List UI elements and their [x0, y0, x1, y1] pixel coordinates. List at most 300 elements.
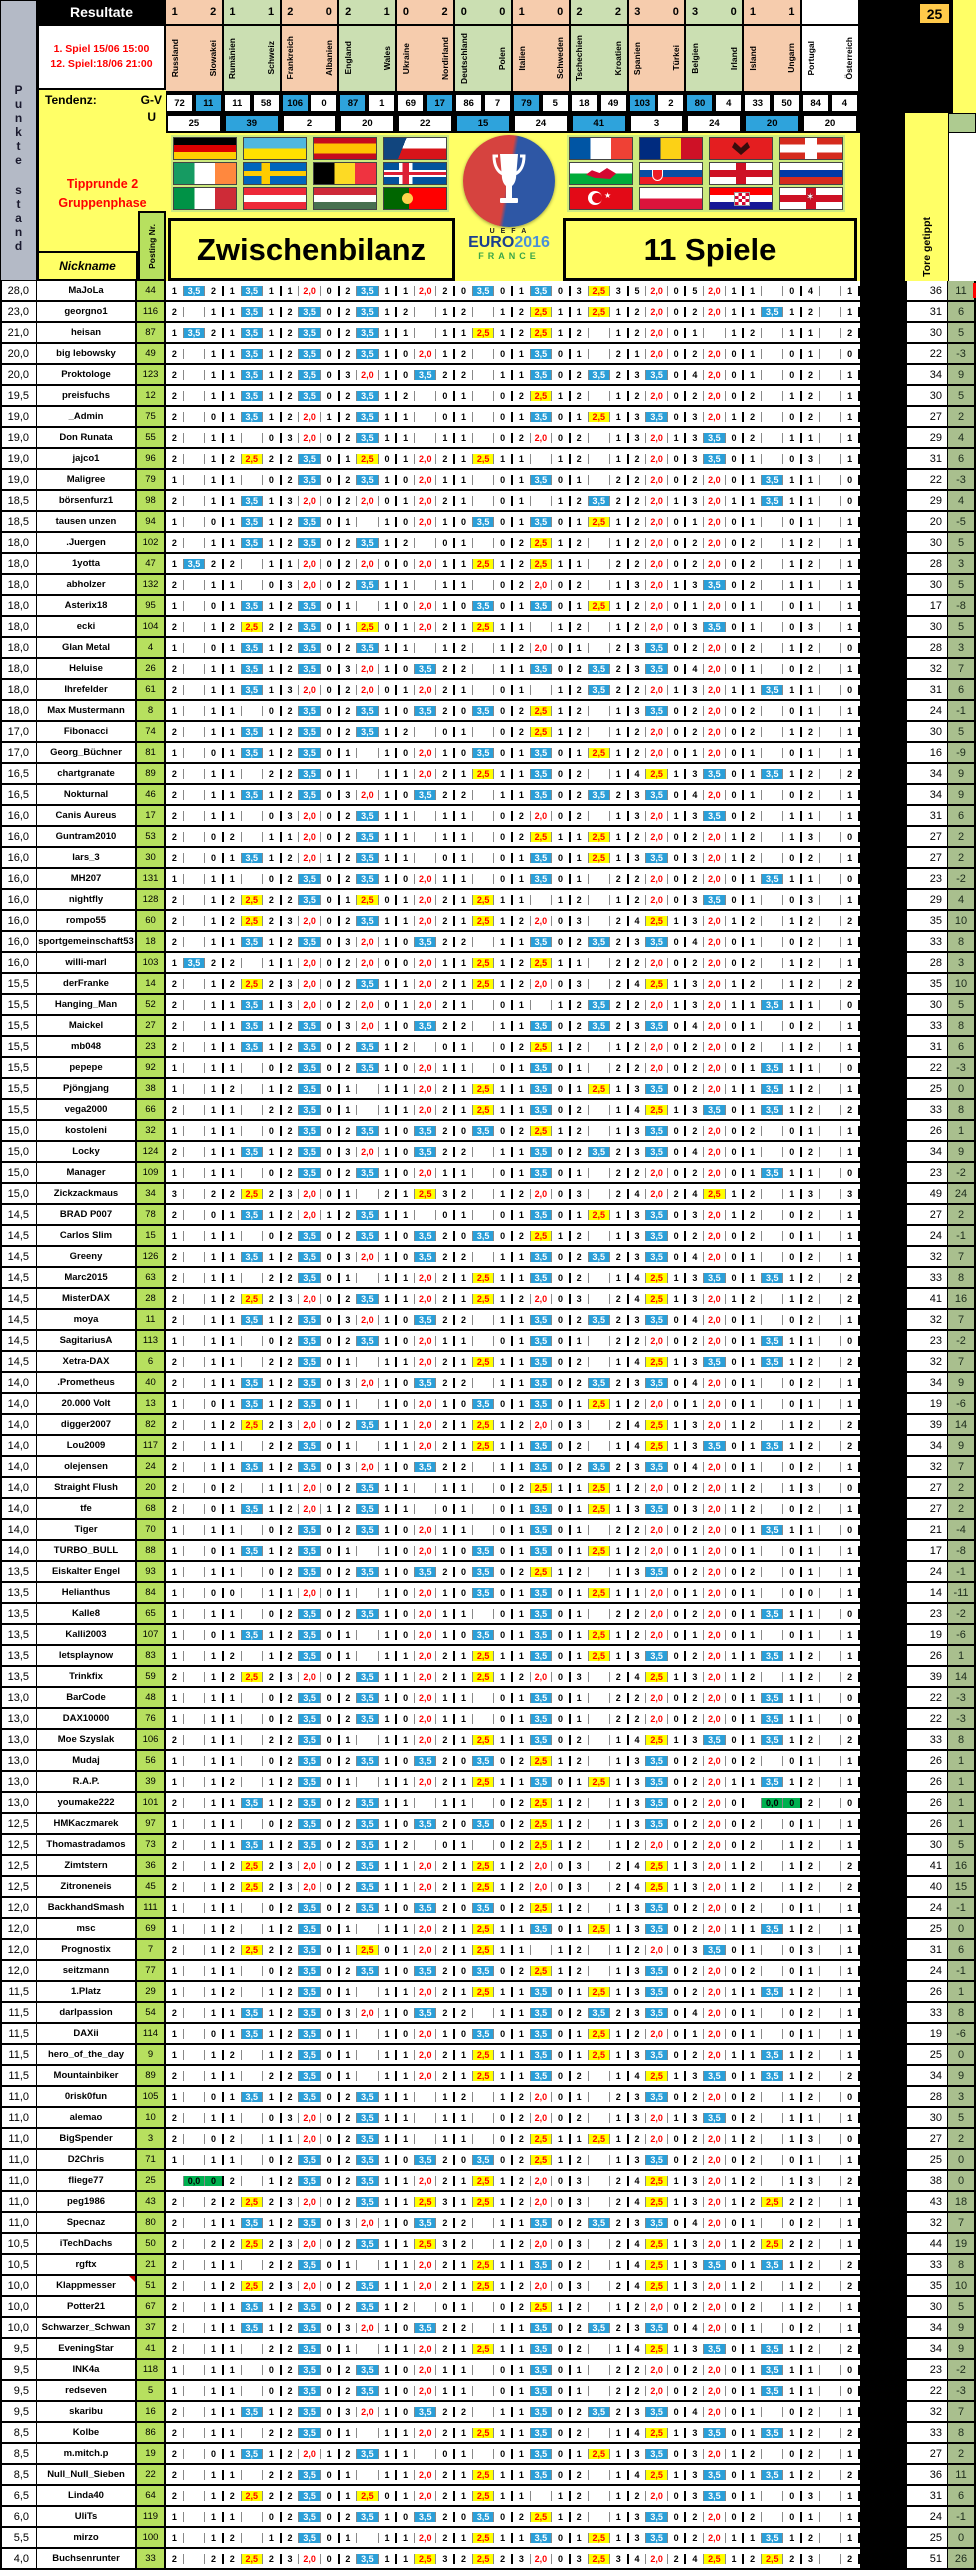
tip-points-cell[interactable]: 2,0 — [703, 1000, 725, 1010]
total-points-cell[interactable]: 14,0 — [0, 1457, 37, 1476]
goals-tipped-cell[interactable]: 30 — [905, 575, 948, 594]
tip-home-cell[interactable]: 2 — [287, 789, 293, 800]
gv-away-count[interactable]: 1 — [369, 95, 394, 111]
tip-away-cell[interactable]: 1 — [268, 1986, 274, 1997]
tip-home-cell[interactable]: 1 — [576, 1083, 582, 1094]
tip-points-cell[interactable] — [530, 1000, 552, 1010]
tip-home-cell[interactable]: 1 — [345, 1356, 351, 1367]
goals-diff-cell[interactable]: 7 — [948, 1247, 976, 1266]
tip-home-cell[interactable]: 2 — [171, 579, 177, 590]
tip-away-cell[interactable]: 1 — [789, 1524, 795, 1535]
tip-home-cell[interactable]: 1 — [461, 432, 467, 443]
tip-away-cell[interactable]: 0 — [500, 1062, 506, 1073]
tip-away-cell[interactable]: 0 — [326, 789, 332, 800]
tip-points-cell[interactable] — [183, 475, 205, 485]
tip-home-cell[interactable]: 3 — [634, 642, 640, 653]
nickname-cell[interactable]: hero_of_the_day — [37, 2045, 137, 2064]
tip-away-cell[interactable]: 0 — [557, 1713, 563, 1724]
tip-points-cell[interactable] — [588, 1357, 610, 1367]
tip-home-cell[interactable]: 0 — [403, 1146, 409, 1157]
tip-points-cell[interactable]: 2,0 — [645, 475, 667, 485]
tip-away-cell[interactable]: 0 — [557, 789, 563, 800]
goals-diff-cell[interactable]: 8 — [948, 2003, 976, 2022]
tip-points-cell[interactable] — [241, 2071, 263, 2081]
tip-points-cell[interactable] — [241, 1168, 263, 1178]
tip-home-cell[interactable]: 1 — [461, 1083, 467, 1094]
tip-points-cell[interactable] — [183, 454, 205, 464]
tip-away-cell[interactable]: 0 — [211, 2091, 217, 2102]
tip-away-cell[interactable]: 0 — [557, 1188, 563, 1199]
tip-home-cell[interactable]: 2 — [287, 1755, 293, 1766]
tip-points-cell[interactable] — [241, 1525, 263, 1535]
tip-away-cell[interactable]: 2 — [615, 1860, 621, 1871]
tip-points-cell[interactable] — [183, 1588, 205, 1598]
tip-away-cell[interactable]: 1 — [615, 1587, 621, 1598]
tip-home-cell[interactable]: 0 — [461, 747, 467, 758]
tip-away-cell[interactable]: 1 — [384, 306, 390, 317]
tip-away-cell[interactable]: 1 — [384, 1104, 390, 1115]
tip-home-cell[interactable]: 1 — [461, 1356, 467, 1367]
tip-home-cell[interactable]: 2 — [229, 1776, 235, 1787]
tip-points-cell[interactable]: 3,5 — [703, 1273, 725, 1283]
tip-away-cell[interactable]: 0 — [211, 600, 217, 611]
tip-points-cell[interactable] — [472, 349, 494, 359]
tip-points-cell[interactable]: 2,0 — [356, 958, 378, 968]
tip-points-cell[interactable]: 2,0 — [645, 895, 667, 905]
tip-points-cell[interactable]: 3,5 — [183, 328, 205, 338]
tip-home-cell[interactable]: 1 — [634, 1587, 640, 1598]
tip-away-cell[interactable]: 2 — [847, 2070, 853, 2081]
tip-away-cell[interactable]: 0 — [557, 348, 563, 359]
tip-points-cell[interactable]: 3,5 — [703, 895, 725, 905]
tip-home-cell[interactable]: 1 — [403, 810, 409, 821]
tip-home-cell[interactable]: 3 — [692, 2070, 698, 2081]
tip-away-cell[interactable]: 0 — [500, 432, 506, 443]
tip-home-cell[interactable]: 1 — [345, 1923, 351, 1934]
tip-home-cell[interactable]: 1 — [345, 894, 351, 905]
total-points-cell[interactable]: 16,0 — [0, 911, 37, 930]
tip-home-cell[interactable]: 2 — [692, 1482, 698, 1493]
tip-points-cell[interactable]: 3,5 — [298, 475, 320, 485]
tip-away-cell[interactable]: 1 — [789, 1419, 795, 1430]
tip-points-cell[interactable]: 3,5 — [298, 1252, 320, 1262]
tip-points-cell[interactable]: 3,5 — [530, 664, 552, 674]
tip-away-cell[interactable]: 1 — [789, 1608, 795, 1619]
tip-points-cell[interactable]: 3,5 — [761, 1273, 783, 1283]
tip-points-cell[interactable]: 2,5 — [241, 1294, 263, 1304]
goals-diff-cell[interactable]: -2 — [948, 1604, 976, 1623]
tip-away-cell[interactable]: 0 — [673, 1650, 679, 1661]
tip-points-cell[interactable] — [183, 1294, 205, 1304]
tip-home-cell[interactable]: 2 — [634, 453, 640, 464]
tip-away-cell[interactable]: 0 — [326, 1335, 332, 1346]
tip-away-cell[interactable]: 0 — [789, 1944, 795, 1955]
tip-home-cell[interactable]: 2 — [461, 348, 467, 359]
tip-home-cell[interactable]: 1 — [403, 621, 409, 632]
goals-tipped-cell[interactable]: 24 — [905, 1898, 948, 1917]
goals-diff-cell[interactable]: -1 — [948, 1226, 976, 1245]
tip-away-cell[interactable]: 0 — [731, 1230, 737, 1241]
tip-points-cell[interactable]: 3,5 — [645, 1987, 667, 1997]
total-points-cell[interactable]: 14,0 — [0, 1415, 37, 1434]
tip-away-cell[interactable]: 2 — [442, 1566, 448, 1577]
tip-points-cell[interactable]: 2,0 — [645, 517, 667, 527]
tip-home-cell[interactable]: 2 — [171, 1209, 177, 1220]
goals-diff-cell[interactable]: -1 — [948, 1898, 976, 1917]
tip-home-cell[interactable]: 1 — [576, 852, 582, 863]
goals-diff-cell[interactable]: 3 — [948, 554, 976, 573]
tip-home-cell[interactable]: 2 — [171, 1461, 177, 1472]
tip-points-cell[interactable]: 3,5 — [183, 958, 205, 968]
tip-points-cell[interactable]: 3,5 — [241, 412, 263, 422]
tip-points-cell[interactable]: 2,0 — [298, 496, 320, 506]
tip-points-cell[interactable] — [183, 1693, 205, 1703]
tip-home-cell[interactable]: 2 — [171, 1482, 177, 1493]
tip-home-cell[interactable]: 3 — [287, 1188, 293, 1199]
goals-tipped-cell[interactable]: 49 — [905, 1184, 948, 1203]
tip-away-cell[interactable]: 1 — [268, 1461, 274, 1472]
tip-points-cell[interactable] — [588, 1798, 610, 1808]
tip-home-cell[interactable]: 2 — [171, 1734, 177, 1745]
tip-away-cell[interactable]: 1 — [847, 789, 853, 800]
tip-away-cell[interactable]: 0 — [500, 1545, 506, 1556]
tip-away-cell[interactable]: 0 — [557, 1146, 563, 1157]
tip-away-cell[interactable]: 0 — [268, 579, 274, 590]
tip-away-cell[interactable]: 0 — [442, 411, 448, 422]
tip-points-cell[interactable]: 2,5 — [530, 1483, 552, 1493]
tip-away-cell[interactable]: 1 — [384, 1902, 390, 1913]
tip-points-cell[interactable]: 3,5 — [356, 475, 378, 485]
total-points-cell[interactable]: 19,0 — [0, 428, 37, 447]
tip-home-cell[interactable]: 3 — [287, 1293, 293, 1304]
tip-away-cell[interactable]: 1 — [211, 1041, 217, 1052]
tip-points-cell[interactable]: 2,0 — [703, 1399, 725, 1409]
goals-tipped-cell[interactable]: 26 — [905, 1793, 948, 1812]
tip-home-cell[interactable]: 2 — [807, 2049, 813, 2060]
tip-home-cell[interactable]: 3 — [692, 1272, 698, 1283]
tip-home-cell[interactable]: 2 — [287, 1167, 293, 1178]
tip-away-cell[interactable]: 1 — [384, 1881, 390, 1892]
tip-points-cell[interactable]: 2,0 — [703, 1084, 725, 1094]
tip-points-cell[interactable]: 2,0 — [356, 559, 378, 569]
tip-away-cell[interactable]: 0 — [326, 1125, 332, 1136]
tip-home-cell[interactable]: 3 — [634, 1965, 640, 1976]
tip-home-cell[interactable]: 1 — [518, 1167, 524, 1178]
tip-away-cell[interactable]: 0 — [847, 1335, 853, 1346]
tip-home-cell[interactable]: 3 — [692, 432, 698, 443]
u-draw-count[interactable]: 15 — [457, 116, 509, 131]
tip-away-cell[interactable]: 0 — [673, 873, 679, 884]
tip-away-cell[interactable]: 1 — [384, 1419, 390, 1430]
tip-points-cell[interactable]: 2,0 — [414, 1105, 436, 1115]
tip-points-cell[interactable]: 3,5 — [645, 1756, 667, 1766]
tip-away-cell[interactable]: 1 — [211, 495, 217, 506]
posting-nr-cell[interactable]: 52 — [137, 995, 166, 1014]
tip-home-cell[interactable]: 1 — [518, 768, 524, 779]
tip-away-cell[interactable]: 1 — [847, 453, 853, 464]
tip-home-cell[interactable]: 1 — [229, 537, 235, 548]
tip-points-cell[interactable] — [183, 1231, 205, 1241]
tip-away-cell[interactable]: 1 — [557, 537, 563, 548]
tip-points-cell[interactable]: 3,5 — [298, 538, 320, 548]
tip-points-cell[interactable]: 3,5 — [530, 412, 552, 422]
tip-home-cell[interactable]: 1 — [518, 1146, 524, 1157]
tip-points-cell[interactable]: 2,5 — [241, 1420, 263, 1430]
tip-points-cell[interactable]: 2,5 — [588, 307, 610, 317]
tip-home-cell[interactable]: 2 — [750, 1419, 756, 1430]
tip-away-cell[interactable]: 1 — [442, 327, 448, 338]
tip-points-cell[interactable]: 2,0 — [703, 1588, 725, 1598]
tip-away-cell[interactable]: 1 — [615, 2049, 621, 2060]
tip-away-cell[interactable]: 0 — [557, 873, 563, 884]
goals-tipped-cell[interactable]: 26 — [905, 1646, 948, 1665]
tip-points-cell[interactable] — [356, 1105, 378, 1115]
tip-away-cell[interactable]: 0 — [326, 2028, 332, 2039]
tip-away-cell[interactable]: 0 — [500, 1566, 506, 1577]
tip-points-cell[interactable]: 3,5 — [356, 1693, 378, 1703]
tip-home-cell[interactable]: 1 — [807, 1692, 813, 1703]
tip-points-cell[interactable] — [588, 1042, 610, 1052]
tip-points-cell[interactable]: 3,5 — [241, 748, 263, 758]
tip-points-cell[interactable] — [761, 622, 783, 632]
tip-away-cell[interactable]: 1 — [268, 516, 274, 527]
tip-home-cell[interactable]: 3 — [287, 579, 293, 590]
tip-away-cell[interactable]: 0 — [384, 957, 390, 968]
tip-points-cell[interactable] — [761, 2008, 783, 2018]
tip-points-cell[interactable]: 3,5 — [241, 391, 263, 401]
posting-nr-cell[interactable]: 106 — [137, 1730, 166, 1749]
tip-points-cell[interactable]: 2,0 — [414, 1273, 436, 1283]
tip-home-cell[interactable]: 3 — [692, 495, 698, 506]
tip-home-cell[interactable]: 3 — [692, 1209, 698, 1220]
tip-away-cell[interactable]: 0 — [211, 1398, 217, 1409]
tip-points-cell[interactable] — [183, 727, 205, 737]
tip-home-cell[interactable]: 1 — [692, 1587, 698, 1598]
goals-tipped-cell[interactable]: 40 — [905, 1877, 948, 1896]
posting-nr-cell[interactable]: 38 — [137, 1079, 166, 1098]
tip-away-cell[interactable]: 1 — [268, 1839, 274, 1850]
tip-away-cell[interactable]: 1 — [384, 1755, 390, 1766]
goals-diff-cell[interactable]: 9 — [948, 1142, 976, 1161]
posting-nr-cell[interactable]: 123 — [137, 365, 166, 384]
tip-home-cell[interactable]: 2 — [345, 474, 351, 485]
tip-home-cell[interactable]: 2 — [576, 1944, 582, 1955]
tip-home-cell[interactable]: 2 — [171, 999, 177, 1010]
tip-points-cell[interactable] — [530, 895, 552, 905]
tip-away-cell[interactable]: 0 — [731, 1839, 737, 1850]
tip-points-cell[interactable]: 3,5 — [241, 1462, 263, 1472]
tip-away-cell[interactable]: 2 — [615, 1293, 621, 1304]
tip-home-cell[interactable]: 1 — [403, 1188, 409, 1199]
tip-home-cell[interactable]: 1 — [461, 726, 467, 737]
tip-away-cell[interactable]: 2 — [615, 1314, 621, 1325]
tip-home-cell[interactable]: 1 — [171, 1587, 177, 1598]
tip-points-cell[interactable]: 3,5 — [472, 1567, 494, 1577]
goals-tipped-cell[interactable]: 27 — [905, 407, 948, 426]
tip-points-cell[interactable] — [183, 1735, 205, 1745]
tip-away-cell[interactable]: 2 — [268, 1440, 274, 1451]
tip-points-cell[interactable]: 3,5 — [588, 1021, 610, 1031]
tip-home-cell[interactable]: 2 — [576, 726, 582, 737]
tip-home-cell[interactable]: 1 — [750, 1986, 756, 1997]
u-draw-count[interactable]: 25 — [168, 116, 220, 131]
nickname-cell[interactable]: 1.Platz — [37, 1982, 137, 2001]
tip-home-cell[interactable]: 1 — [576, 1713, 582, 1724]
tip-points-cell[interactable]: 2,0 — [703, 349, 725, 359]
tip-points-cell[interactable]: 2,0 — [414, 748, 436, 758]
tip-points-cell[interactable]: 2,0 — [703, 2008, 725, 2018]
tip-points-cell[interactable]: 2,5 — [530, 1567, 552, 1577]
tip-away-cell[interactable]: 0 — [673, 1020, 679, 1031]
posting-nr-cell[interactable]: 39 — [137, 1772, 166, 1791]
tip-away-cell[interactable]: 0 — [326, 600, 332, 611]
tip-points-cell[interactable]: 3,5 — [414, 1819, 436, 1829]
posting-nr-cell[interactable]: 102 — [137, 533, 166, 552]
goals-tipped-cell[interactable]: 19 — [905, 1394, 948, 1413]
tip-home-cell[interactable]: 4 — [692, 1146, 698, 1157]
nickname-cell[interactable]: DAXii — [37, 2024, 137, 2043]
goals-tipped-cell[interactable]: 27 — [905, 1499, 948, 1518]
tip-points-cell[interactable]: 2,0 — [298, 559, 320, 569]
tip-points-cell[interactable]: 3,5 — [472, 1630, 494, 1640]
tip-points-cell[interactable]: 2,5 — [472, 1735, 494, 1745]
tip-home-cell[interactable]: 4 — [692, 936, 698, 947]
tip-points-cell[interactable]: 3,5 — [588, 370, 610, 380]
tip-away-cell[interactable]: 1 — [268, 558, 274, 569]
tip-points-cell[interactable] — [241, 1756, 263, 1766]
tip-points-cell[interactable]: 2,0 — [298, 580, 320, 590]
goals-diff-cell[interactable]: 1 — [948, 1751, 976, 1770]
tip-points-cell[interactable]: 3,5 — [356, 433, 378, 443]
tip-away-cell[interactable]: 2 — [615, 789, 621, 800]
tip-home-cell[interactable]: 1 — [518, 1629, 524, 1640]
tip-home-cell[interactable]: 3 — [634, 411, 640, 422]
tip-points-cell[interactable] — [819, 1336, 841, 1346]
posting-nr-cell[interactable]: 45 — [137, 1877, 166, 1896]
tip-away-cell[interactable]: 1 — [500, 1881, 506, 1892]
tip-away-cell[interactable]: 1 — [384, 2091, 390, 2102]
tip-home-cell[interactable]: 2 — [171, 621, 177, 632]
goals-tipped-cell[interactable]: 14 — [905, 1583, 948, 1602]
tip-away-cell[interactable]: 1 — [847, 306, 853, 317]
tip-points-cell[interactable]: 2,0 — [645, 1336, 667, 1346]
tip-points-cell[interactable]: 2,0 — [298, 685, 320, 695]
tip-away-cell[interactable]: 0 — [673, 285, 679, 296]
tip-away-cell[interactable]: 0 — [500, 1503, 506, 1514]
tip-home-cell[interactable]: 0 — [403, 1020, 409, 1031]
tip-points-cell[interactable]: 3,5 — [356, 286, 378, 296]
tip-points-cell[interactable] — [472, 1000, 494, 1010]
tip-away-cell[interactable]: 1 — [557, 390, 563, 401]
tip-points-cell[interactable]: 2,0 — [298, 1210, 320, 1220]
tip-points-cell[interactable]: 2,5 — [588, 2050, 610, 2060]
nickname-cell[interactable]: BarCode — [37, 1688, 137, 1707]
tip-points-cell[interactable]: 2,0 — [414, 1693, 436, 1703]
tip-points-cell[interactable] — [356, 748, 378, 758]
tip-home-cell[interactable]: 2 — [807, 1041, 813, 1052]
tip-home-cell[interactable]: 1 — [807, 1230, 813, 1241]
tip-points-cell[interactable]: 3,5 — [298, 307, 320, 317]
tip-away-cell[interactable]: 1 — [731, 684, 737, 695]
tip-away-cell[interactable]: 1 — [557, 831, 563, 842]
tip-away-cell[interactable]: 2 — [847, 1734, 853, 1745]
goals-diff-cell[interactable]: 6 — [948, 1940, 976, 1959]
tip-points-cell[interactable] — [819, 1378, 841, 1388]
tip-home-cell[interactable]: 1 — [229, 600, 235, 611]
tip-points-cell[interactable]: 2,5 — [472, 454, 494, 464]
tip-home-cell[interactable]: 2 — [345, 348, 351, 359]
tip-home-cell[interactable]: 2 — [171, 537, 177, 548]
tip-points-cell[interactable]: 2,0 — [645, 580, 667, 590]
tip-points-cell[interactable]: 2,0 — [703, 1063, 725, 1073]
gv-home-count[interactable]: 106 — [283, 95, 308, 111]
goals-tipped-cell[interactable]: 29 — [905, 890, 948, 909]
tip-away-cell[interactable]: 0 — [731, 1734, 737, 1745]
tip-away-cell[interactable]: 1 — [731, 852, 737, 863]
tip-points-cell[interactable]: 2,5 — [472, 979, 494, 989]
tip-home-cell[interactable]: 2 — [345, 495, 351, 506]
tip-away-cell[interactable]: 0 — [673, 1755, 679, 1766]
tip-home-cell[interactable]: 2 — [634, 873, 640, 884]
tip-points-cell[interactable] — [183, 1504, 205, 1514]
tip-points-cell[interactable] — [183, 370, 205, 380]
tip-away-cell[interactable]: 0 — [557, 768, 563, 779]
goals-diff-cell[interactable]: 6 — [948, 449, 976, 468]
tip-points-cell[interactable]: 3,5 — [761, 1693, 783, 1703]
tip-points-cell[interactable]: 2,0 — [703, 727, 725, 737]
tip-points-cell[interactable]: 3,5 — [472, 748, 494, 758]
tip-away-cell[interactable]: 1 — [789, 1188, 795, 1199]
tip-points-cell[interactable] — [183, 1546, 205, 1556]
tip-points-cell[interactable]: 2,0 — [703, 643, 725, 653]
tip-away-cell[interactable]: 1 — [384, 978, 390, 989]
nickname-cell[interactable]: sportgemeinschaft53 — [37, 932, 137, 951]
tip-points-cell[interactable]: 2,0 — [530, 2092, 552, 2102]
tip-away-cell[interactable]: 1 — [211, 1335, 217, 1346]
nickname-cell[interactable]: Mudaj — [37, 1751, 137, 1770]
gv-home-count[interactable]: 103 — [630, 95, 655, 111]
tip-away-cell[interactable]: 1 — [789, 1335, 795, 1346]
posting-nr-cell[interactable]: 61 — [137, 680, 166, 699]
tip-points-cell[interactable]: 3,5 — [241, 601, 263, 611]
tip-home-cell[interactable]: 3 — [287, 810, 293, 821]
tip-away-cell[interactable]: 1 — [211, 1104, 217, 1115]
tip-home-cell[interactable]: 1 — [807, 1335, 813, 1346]
tip-points-cell[interactable]: 2,5 — [356, 454, 378, 464]
tip-home-cell[interactable]: 2 — [287, 1125, 293, 1136]
tip-away-cell[interactable]: 2 — [442, 369, 448, 380]
tip-points-cell[interactable]: 2,5 — [588, 601, 610, 611]
tip-points-cell[interactable]: 2,0 — [530, 916, 552, 926]
tip-points-cell[interactable]: 2,5 — [472, 2050, 494, 2060]
nickname-cell[interactable]: Eiskalter Engel — [37, 1562, 137, 1581]
tip-away-cell[interactable]: 0 — [673, 1692, 679, 1703]
tip-home-cell[interactable]: 2 — [518, 2091, 524, 2102]
tip-away-cell[interactable]: 0 — [789, 1965, 795, 1976]
result-cells[interactable]: 2 1 — [339, 0, 395, 26]
tip-home-cell[interactable]: 1 — [287, 1482, 293, 1493]
tip-points-cell[interactable] — [183, 916, 205, 926]
tip-home-cell[interactable]: 1 — [576, 1986, 582, 1997]
tip-away-cell[interactable]: 0 — [326, 642, 332, 653]
tip-home-cell[interactable]: 2 — [229, 1860, 235, 1871]
tip-points-cell[interactable]: 3,5 — [356, 328, 378, 338]
tip-points-cell[interactable]: 3,5 — [356, 391, 378, 401]
tip-away-cell[interactable]: 0 — [789, 1545, 795, 1556]
tip-points-cell[interactable]: 3,5 — [298, 1546, 320, 1556]
tip-home-cell[interactable]: 2 — [750, 831, 756, 842]
tip-points-cell[interactable]: 2,0 — [298, 1672, 320, 1682]
